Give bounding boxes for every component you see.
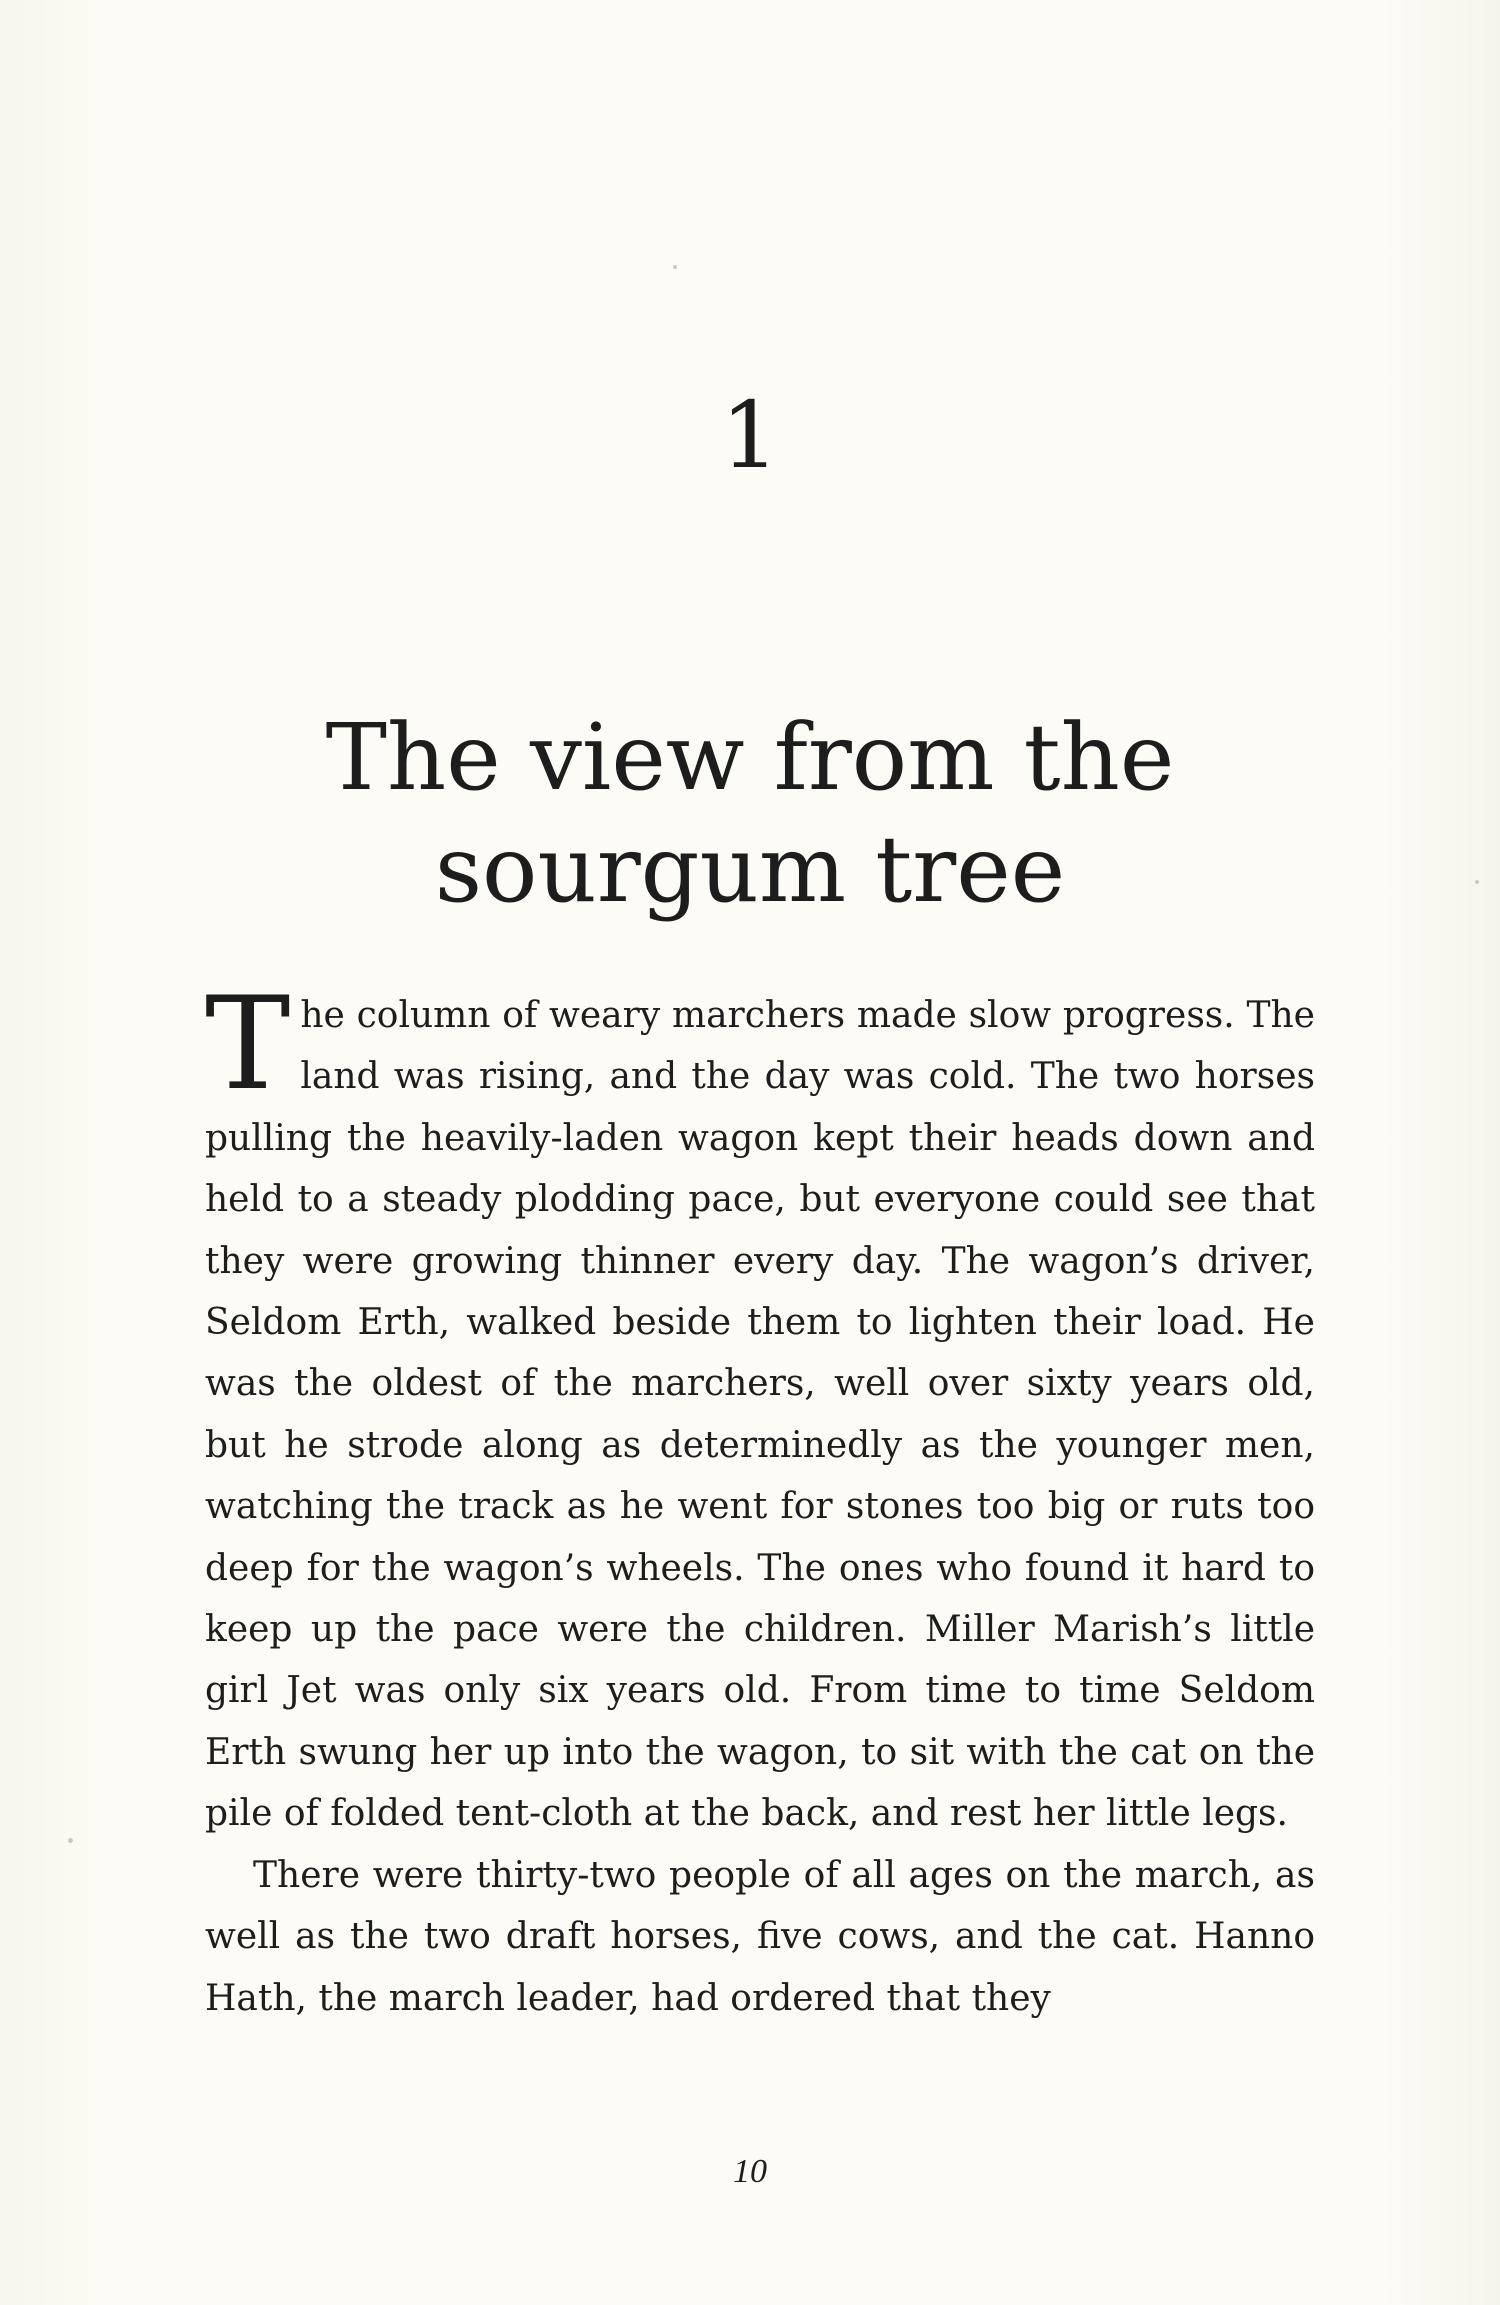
page-number: 10: [733, 2153, 767, 2190]
chapter-body: [205, 970, 1315, 2029]
paper-speck: [68, 1838, 73, 1843]
chapter-title-line-1: The view from the: [325, 703, 1175, 811]
paragraph-1-text: he column of weary marchers made slow progress. The land was rising, and the day was cold. The two horses pulling the heavily-laden wagon kept their heads down and held to a steady plodding pace, but everyone could see that they were growing thinner every day. The wagon’s driver, Seldom Erth, walked beside them to lighten their load. He was the oldest of the marchers, well over sixty years old, but he strode along as determinedly as the younger men, watching the track as he went for stones too big or ruts too deep for the wagon’s wheels. The ones who found it hard to keep up the pace were the children. Miller Marish’s little girl Jet was only six years old. From time to time Seldom Erth swung her up into the wagon, to sit with the cat on the pile of folded tent-cloth at the back, and rest her little legs.: [205, 995, 1315, 1835]
chapter-title: [300, 702, 1200, 926]
chapter-number: 1: [720, 382, 780, 489]
paper-speck: [1475, 880, 1479, 884]
drop-cap: T: [205, 970, 291, 1119]
paragraph-1: [205, 970, 1315, 1845]
paper-speck: [673, 265, 677, 269]
chapter-title-line-2: sourgum tree: [434, 815, 1066, 923]
paragraph-2: There were thirty-two people of all ages on the march, as well as the two draft horses, five cows, and the cat. Hanno Hath, the march leader, had ordered that they: [205, 1854, 1315, 2019]
